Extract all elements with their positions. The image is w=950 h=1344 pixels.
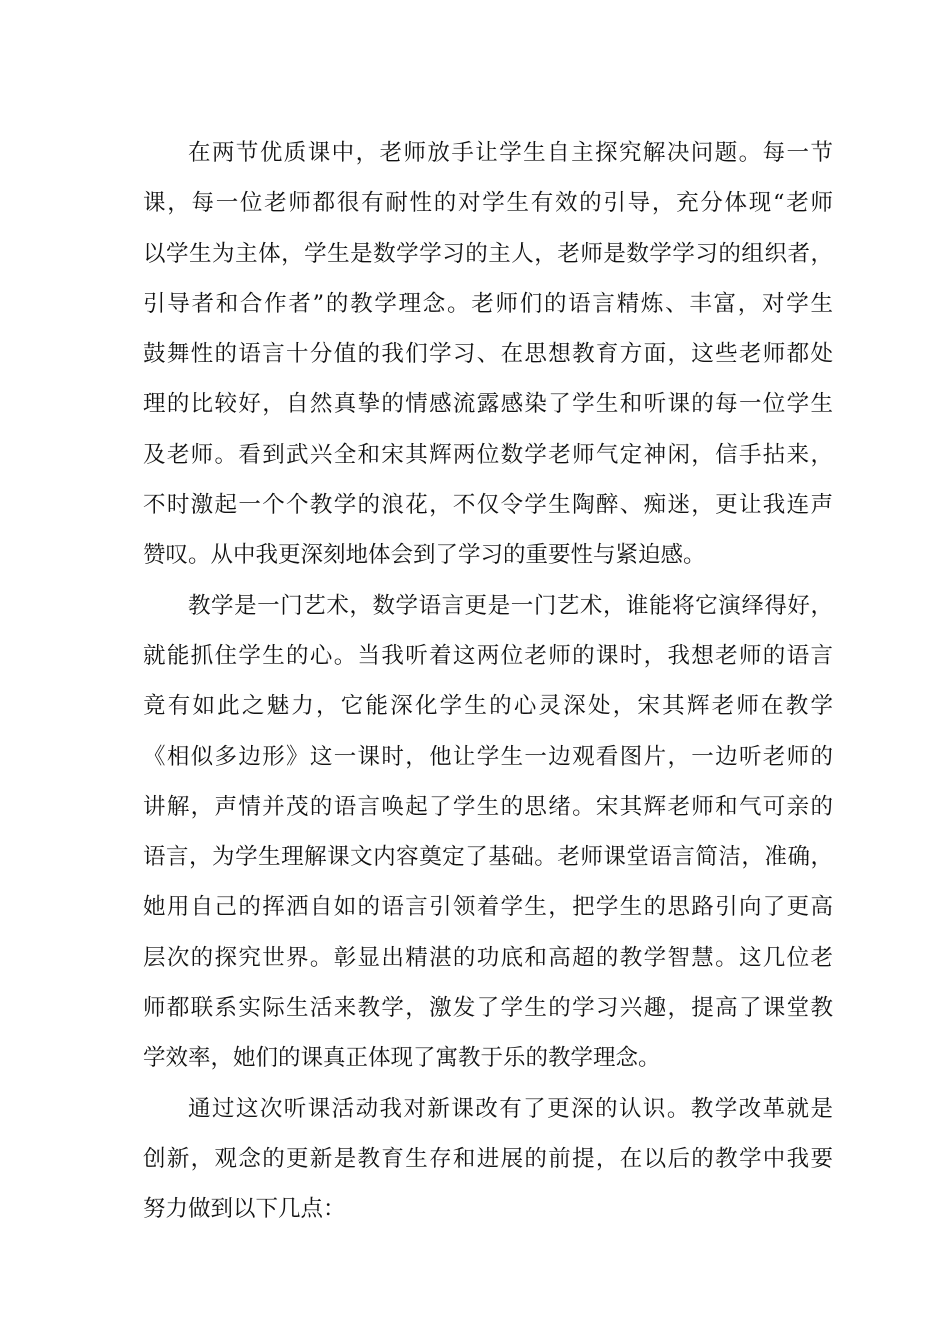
text-line: 语言，为学生理解课文内容奠定了基础。老师课堂语言简洁，准确， [143,844,833,871]
text-line: 理的比较好，自然真挚的情感流露感染了学生和听课的每一位学生 [143,391,833,418]
text-line: 创新，观念的更新是教育生存和进展的前提，在以后的教学中我要 [143,1145,833,1172]
text-line: 及老师。看到武兴全和宋其辉两位数学老师气定神闲，信手拈来， [143,441,833,468]
text-line: 学效率，她们的课真正体现了寓教于乐的教学理念。 [143,1045,661,1072]
text-line: 鼓舞性的语言十分值的我们学习、在思想教育方面，这些老师都处 [143,341,833,368]
text-line: 课，每一位老师都很有耐性的对学生有效的引导，充分体现“老师 [143,190,833,217]
paragraph-3 [143,1084,833,1235]
text-line: 就能抓住学生的心。当我听着这两位老师的课时，我想老师的语言 [143,642,833,669]
text-line: 师都联系实际生活来教学，激发了学生的学习兴趣，提高了课堂教 [143,995,833,1022]
paragraph-1 [143,128,833,581]
text-line: 讲解，声情并茂的语言唤起了学生的思绪。宋其辉老师和气可亲的 [143,793,833,820]
document-body [143,128,833,1235]
text-line: 引导者和合作者”的教学理念。老师们的语言精炼、丰富，对学生 [143,290,833,317]
text-line: 以学生为主体，学生是数学学习的主人，老师是数学学习的组织者， [143,240,833,267]
text-line: 在两节优质课中，老师放手让学生自主探究解决问题。每一节 [188,140,833,166]
text-line: 她用自己的挥洒自如的语言引领着学生，把学生的思路引向了更高 [143,894,833,921]
text-line: 不时激起一个个教学的浪花，不仅令学生陶醉、痴迷，更让我连声 [143,492,833,519]
text-line: 努力做到以下几点： [143,1196,346,1223]
text-line: 赞叹。从中我更深刻地体会到了学习的重要性与紧迫感。 [143,542,706,569]
text-line: 通过这次听课活动我对新课改有了更深的认识。教学改革就是 [188,1095,833,1122]
text-line: 层次的探究世界。彰显出精湛的功底和高超的教学智慧。这几位老 [143,944,833,971]
text-line: 《相似多边形》这一课时，他让学生一边观看图片，一边听老师的 [143,743,833,770]
text-line: 教学是一门艺术，数学语言更是一门艺术，谁能将它演绎得好， [188,592,833,619]
text-line: 竟有如此之魅力，它能深化学生的心灵深处，宋其辉老师在教学 [143,693,833,720]
paragraph-2 [143,581,833,1084]
